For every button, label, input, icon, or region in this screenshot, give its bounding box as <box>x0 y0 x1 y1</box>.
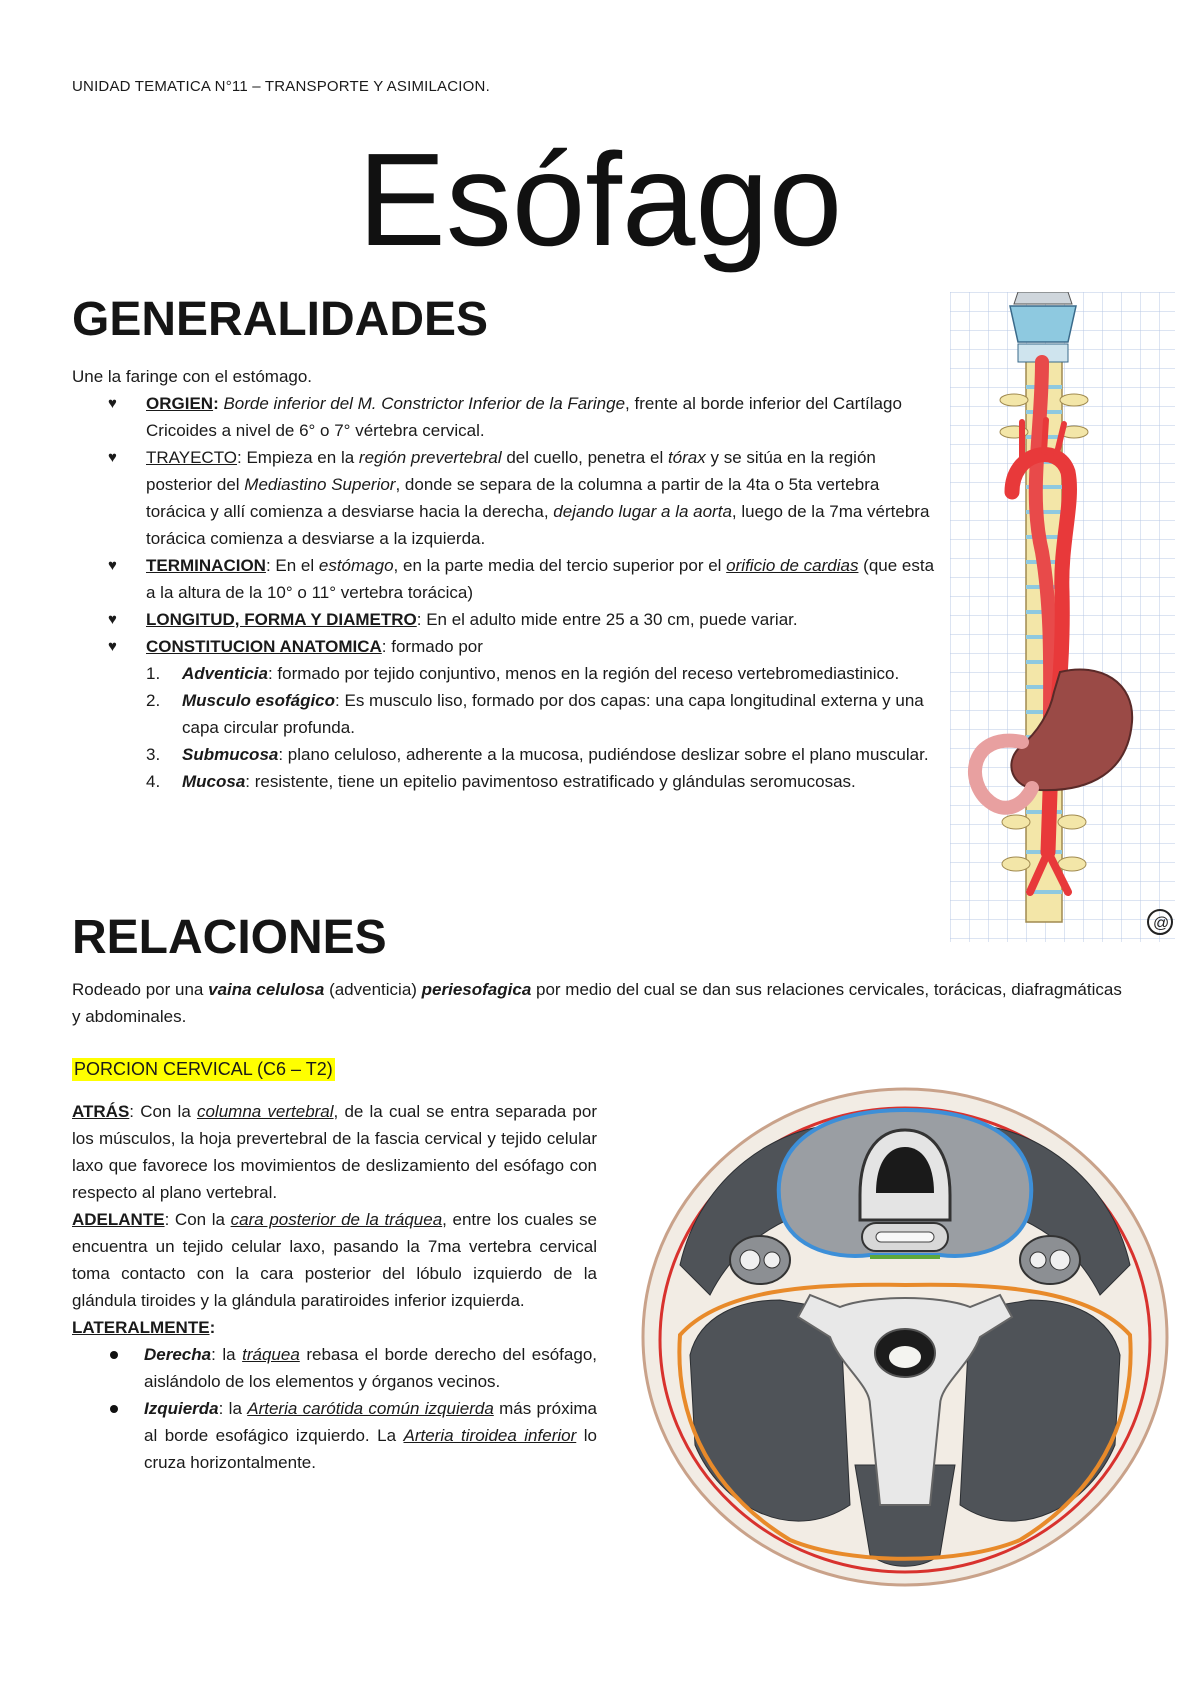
corner-mark: @ <box>1153 915 1170 932</box>
bullet-dot-icon <box>110 1351 118 1359</box>
paragraph-adelante: ADELANTE: Con la cara posterior de la tráquea, entre los cuales se encuentra un tejido celular laxo, pasando la 7ma vertebra cervical toma contacto con la cara posterior del lóbulo izquierdo de la glándula tiroides y la glándula paratiroides inferior izquierda. <box>72 1210 597 1310</box>
list-item-terminacion: ♥ TERMINACION: En el estómago, en la parte media del tercio superior por el orificio de cardias (que esta a la altura de la 10° o 11° vertebra torácica) <box>108 552 938 606</box>
intro-text: Une la faringe con el estómago. <box>72 367 313 386</box>
section-heading-generalidades: GENERALIDADES <box>72 293 489 346</box>
list-item-izquierda: Izquierda: la Arteria carótida común izquierda más próxima al borde esofágico izquierdo. La Arteria tiroidea inferior lo cruza horizontalmente. <box>72 1395 597 1476</box>
heart-bullet-icon: ♥ <box>108 638 117 655</box>
lateral-list <box>72 1341 597 1476</box>
larynx <box>1010 292 1076 362</box>
cervical-text <box>72 1098 597 1476</box>
list-item-origen: ♥ ORGIEN: Borde inferior del M. Constrictor Inferior de la Faringe, frente al borde inferior del Cartílago Cricoides a nivel de 6° o 7° vértebra cervical. <box>108 390 938 444</box>
list-item-longitud: ♥ LONGITUD, FORMA Y DIAMETRO: En el adulto mide entre 25 a 30 cm, puede variar. <box>108 606 938 633</box>
page-title: Esófago <box>357 126 843 273</box>
heart-bullet-icon: ♥ <box>108 557 117 574</box>
heart-bullet-icon: ♥ <box>108 449 117 466</box>
generalidades-list <box>108 390 938 795</box>
sublist-item: 2. Musculo esofágico: Es musculo liso, formado por dos capas: una capa longitudinal externa y una capa circular profunda. <box>146 691 924 737</box>
neck-cross-section-illustration <box>640 1085 1170 1590</box>
relaciones-intro: Rodeado por una vaina celulosa (adventicia) periesofagica por medio del cual se dan sus relaciones cervicales, torácicas, diafragmáticas y abdominales. <box>72 980 1122 1026</box>
heart-bullet-icon: ♥ <box>108 395 117 412</box>
subsection-heading-cervical: PORCION CERVICAL (C6 – T2) <box>74 1059 333 1079</box>
constitucion-sublist-wrap <box>108 660 938 795</box>
list-item-trayecto: ♥ TRAYECTO: Empieza en la región prevertebral del cuello, penetra el tórax y se sitúa en la región posterior del Mediastino Superior, donde se separa de la columna a partir de la 4ta o 5ta vertebra torácica y allí comienza a desviarse hacia la derecha, dejando lugar a la aorta, luego de la 7ma vértebra torácica comienza a desviarse a la izquierda. <box>108 444 938 552</box>
esophagus-lumen <box>876 1232 934 1242</box>
paragraph-lateral: LATERALMENTE: <box>72 1318 216 1337</box>
sublist-item: 1. Adventicia: formado por tejido conjuntivo, menos en la región del receso vertebromediastinico. <box>146 664 900 683</box>
esophagus-illustration <box>950 292 1175 942</box>
unit-header: UNIDAD TEMATICA N°11 – TRANSPORTE Y ASIMILACION. <box>72 78 490 95</box>
list-item-constitucion: ♥ CONSTITUCION ANATOMICA: formado por <box>108 633 938 660</box>
bullet-dot-icon <box>110 1405 118 1413</box>
sublist-item: 3. Submucosa: plano celuloso, adherente a la mucosa, pudiéndose deslizar sobre el plano muscular. <box>146 745 929 764</box>
list-item-derecha: Derecha: la tráquea rebasa el borde derecho del esófago, aislándolo de los elementos y órganos vecinos. <box>72 1341 597 1395</box>
section-heading-relaciones: RELACIONES <box>72 911 387 964</box>
heart-bullet-icon: ♥ <box>108 611 117 628</box>
constitucion-sublist <box>108 660 938 795</box>
paragraph-atras: ATRÁS: Con la columna vertebral, de la cual se entra separada por los músculos, la hoja prevertebral de la fascia cervical y tejido celular laxo que favorece los movimientos de deslizamiento del esófago con respecto al plano vertebral. <box>72 1102 597 1202</box>
sublist-item: 4. Mucosa: resistente, tiene un epitelio pavimentoso estratificado y glándulas seromucosas. <box>146 772 856 791</box>
spinal-cord <box>889 1346 921 1368</box>
